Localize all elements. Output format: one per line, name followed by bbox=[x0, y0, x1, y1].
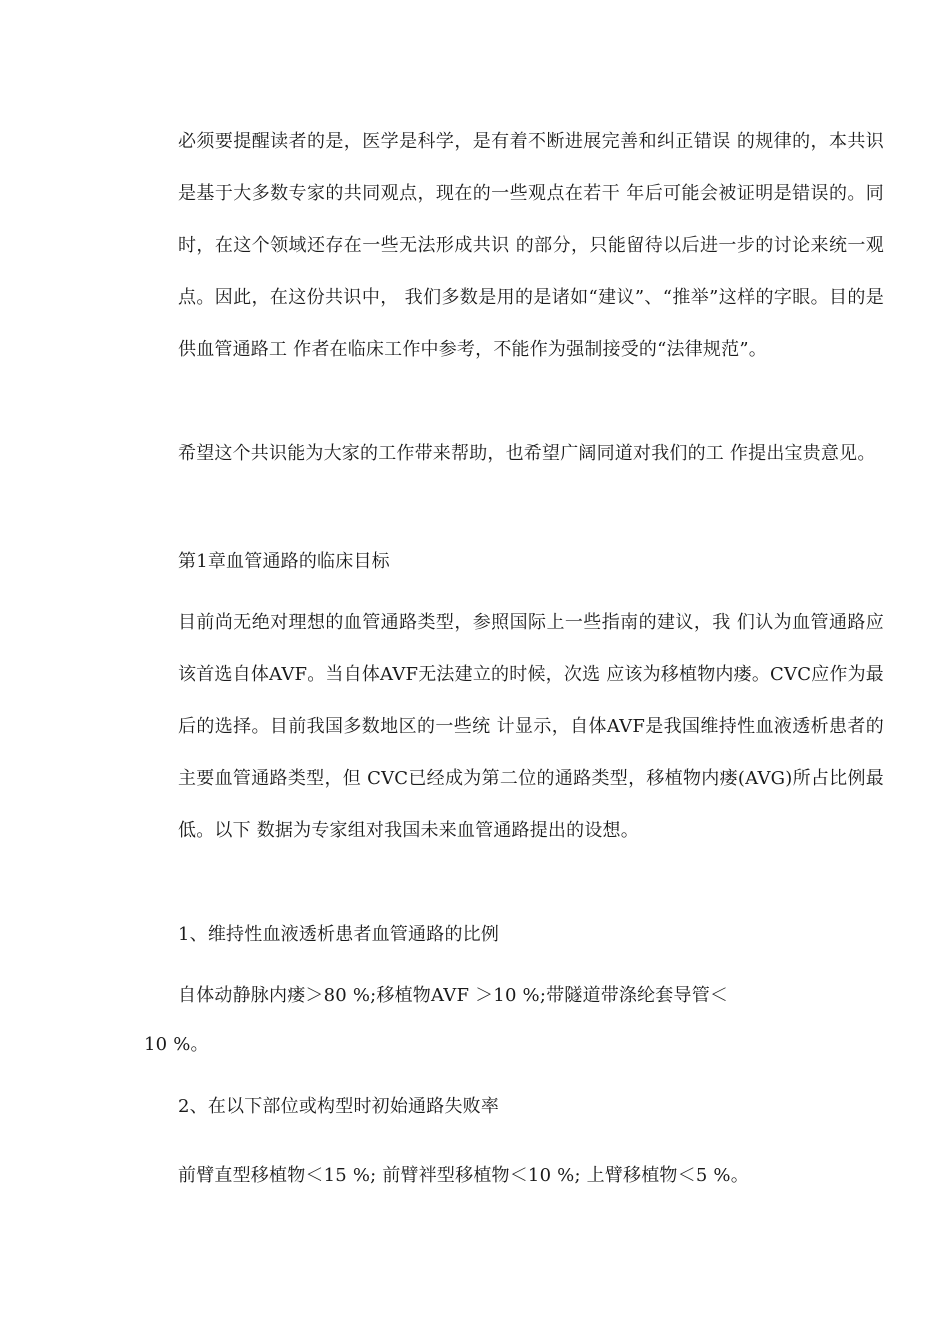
paragraph-reader-notice: 必须要提醒读者的是，医学是科学，是有着不断进展完善和纠正错误 的规律的，本共识是基于大多数专家的共同观点，现在的一些观点在若干 年后可能会被证明是错误的。同时，在这个领域还存在一些无法形成共识 的部分，只能留待以后进一步的讨论来统一观点。因此，在这份共识中， 我们多数是用的是诸如“建议”、“推举”这样的字眼。目的是供血管通路工 作者在临床工作中参考，不能作为强制接受的“法律规范”。 bbox=[178, 131, 884, 360]
section-heading-failure-rate: 2、在以下部位或构型时初始通路失败率 bbox=[178, 1096, 500, 1117]
paragraph-hope: 希望这个共识能为大家的工作带来帮助，也希望广阔同道对我们的工 作提出宝贵意见。 bbox=[178, 443, 876, 464]
ratio-line-2: 10 %。 bbox=[144, 1034, 209, 1055]
section-heading-ratio: 1、维持性血液透析患者血管通路的比例 bbox=[178, 924, 500, 945]
failure-rate-values: 前臂直型移植物＜15 %; 前臂袢型移植物＜10 %; 上臂移植物＜5 %。 bbox=[178, 1165, 749, 1186]
ratio-line-1: 自体动静脉内瘘＞80 %;移植物AVF ＞10 %;带隧道带涤纶套导管＜ bbox=[178, 985, 729, 1006]
chapter-heading: 第1章血管通路的临床目标 bbox=[178, 551, 390, 572]
paragraph-clinical-goals: 目前尚无绝对理想的血管通路类型，参照国际上一些指南的建议，我 们认为血管通路应该首选自体AVF。当自体AVF无法建立的时候，次选 应该为移植物内瘘。CVC应作为最后的选择。目前我国多数地区的一些统 计显示，自体AVF是我国维持性血液透析患者的主要血管通路类型，但 CVC已经成为第二位的通路类型，移植物内瘘(AVG)所占比例最低。以下 数据为专家组对我国未来血管通路提出的设想。 bbox=[178, 612, 884, 841]
